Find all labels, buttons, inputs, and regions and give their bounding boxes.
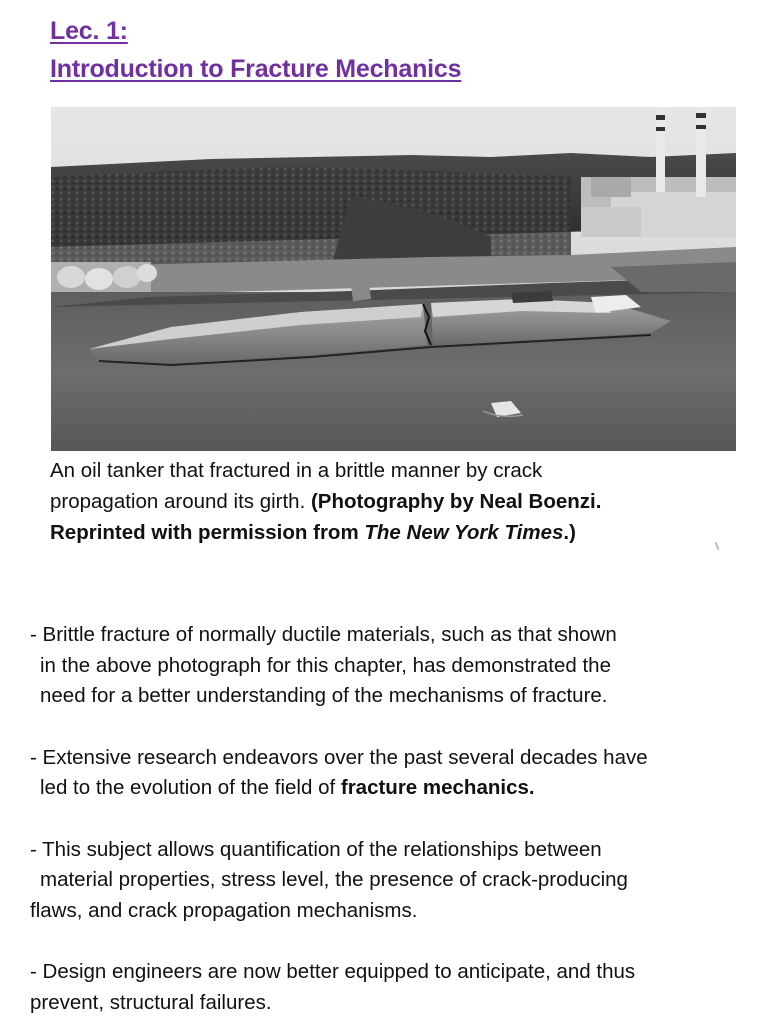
lecture-title: Introduction to Fracture Mechanics — [50, 55, 462, 83]
paragraph-line: prevent, structural failures. — [30, 990, 272, 1014]
paragraph-line: flaws, and crack propagation mechanisms. — [30, 898, 418, 922]
paragraph-line: material properties, stress level, the presence of crack-producing — [40, 868, 628, 891]
page-title — [50, 12, 461, 88]
caption-close: .) — [563, 521, 576, 544]
bullet-paragraph — [30, 743, 755, 804]
paragraph-line: - Extensive research endeavors over the past several decades have — [30, 745, 648, 769]
paragraph-line: in the above photograph for this chapter, has demonstrated the — [40, 653, 611, 677]
paragraph-line — [30, 773, 755, 804]
paragraph-line: need for a better understanding of the mechanisms of fracture. — [40, 684, 608, 707]
photo-credit: (Photography by Neal Boenzi. — [310, 490, 602, 513]
caption-line: An oil tanker that fractured in a brittle manner by crack — [50, 459, 543, 482]
caption-text: propagation around its girth. — [50, 490, 311, 513]
figure-caption — [50, 455, 750, 548]
caption-line — [50, 517, 750, 548]
lecture-body — [30, 620, 755, 1018]
bullet-paragraph — [30, 835, 755, 927]
caption-line — [50, 486, 750, 517]
tanker-photo — [51, 107, 736, 451]
paragraph-line: - This subject allows quantification of the relationships between — [30, 837, 602, 861]
permission-text: Reprinted with permission from — [50, 521, 365, 544]
paragraph-text: led to the evolution of the field of — [40, 776, 341, 799]
key-term: fracture mechanics. — [340, 776, 535, 799]
paragraph-line: - Design engineers are now better equipped to anticipate, and thus — [30, 960, 636, 983]
lecture-number: Lec. 1: — [50, 17, 128, 45]
paragraph-line: - Brittle fracture of normally ductile materials, such as that shown — [30, 623, 617, 646]
bullet-paragraph — [30, 620, 755, 712]
bullet-paragraph — [30, 957, 755, 1018]
source-publication: The New York Times — [364, 521, 564, 544]
